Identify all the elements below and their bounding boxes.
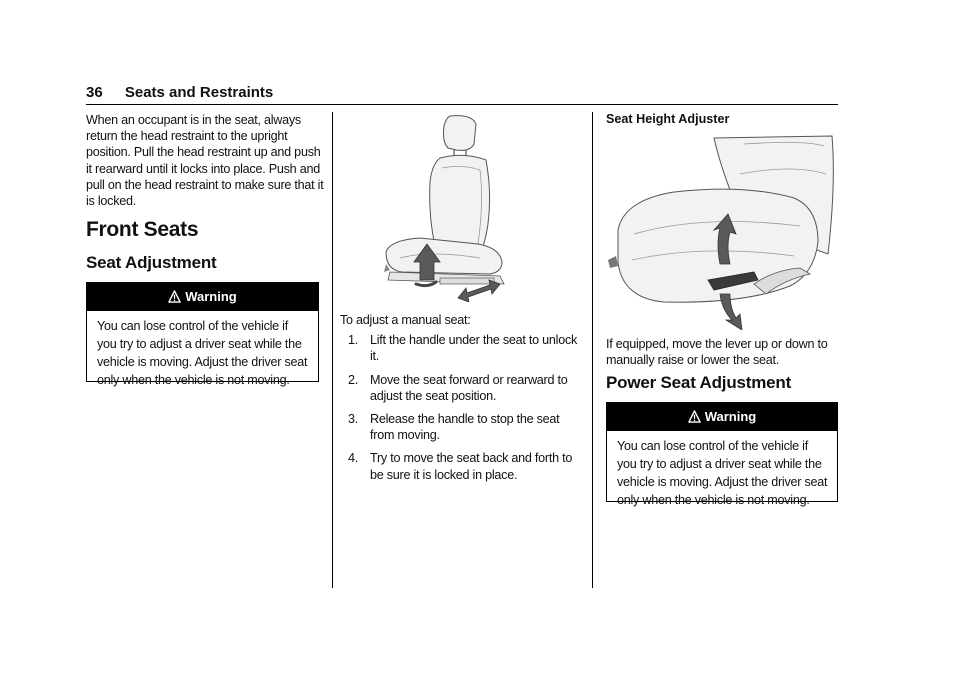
warning-title: Warning bbox=[704, 409, 757, 424]
column-divider bbox=[592, 112, 593, 588]
manual-seat-lead: To adjust a manual seat: bbox=[340, 313, 471, 327]
step-item: 2. Move the seat forward or rearward to adjust the seat position. bbox=[348, 372, 568, 403]
heading-power-seat-adjustment: Power Seat Adjustment bbox=[606, 373, 792, 392]
seat-manual-adjust-illustration bbox=[380, 112, 520, 302]
step-item: 1. Lift the handle under the seat to unlock it. bbox=[348, 333, 578, 364]
step-item: 3. Release the handle to stop the seat from moving. bbox=[348, 412, 560, 443]
section-title: Seats and Restraints bbox=[124, 84, 274, 101]
steps-list bbox=[340, 332, 580, 483]
warning-triangle-icon bbox=[168, 290, 181, 303]
seat-height-adjuster-illustration bbox=[604, 134, 840, 330]
heading-front-seats: Front Seats bbox=[86, 218, 199, 241]
column-divider bbox=[332, 112, 333, 588]
warning-triangle-icon bbox=[688, 410, 701, 423]
warning-box bbox=[606, 402, 838, 507]
warning-box bbox=[86, 282, 319, 387]
intro-paragraph: When an occupant is in the seat, always return the head restraint to the upright position. Pull the head restraint up and push it rearward until it locks into place. Push and pull on the head restraint to make sure that it is locked. bbox=[86, 113, 324, 209]
header-rule bbox=[86, 104, 838, 105]
figure-caption-seat-height: Seat Height Adjuster bbox=[606, 112, 730, 126]
manual-seat-instructions bbox=[340, 312, 580, 490]
page-number: 36 bbox=[86, 84, 103, 101]
running-header bbox=[86, 84, 273, 101]
warning-text: You can lose control of the vehicle if you try to adjust a driver seat while the vehicle is moving. Adjust the driver seat only when the vehicle is not moving. bbox=[97, 319, 308, 387]
seat-height-text: If equipped, move the lever up or down to manually raise or lower the seat. bbox=[606, 337, 828, 368]
warning-title: Warning bbox=[185, 289, 237, 304]
warning-text: You can lose control of the vehicle if you try to adjust a driver seat while the vehicle is moving. Adjust the driver seat only when the vehicle is not moving. bbox=[617, 439, 828, 507]
step-item: 4. Try to move the seat back and forth to be sure it is locked in place. bbox=[348, 451, 573, 482]
warning-title-bar bbox=[87, 283, 318, 311]
heading-seat-adjustment: Seat Adjustment bbox=[86, 253, 217, 272]
warning-title-bar bbox=[607, 403, 837, 431]
